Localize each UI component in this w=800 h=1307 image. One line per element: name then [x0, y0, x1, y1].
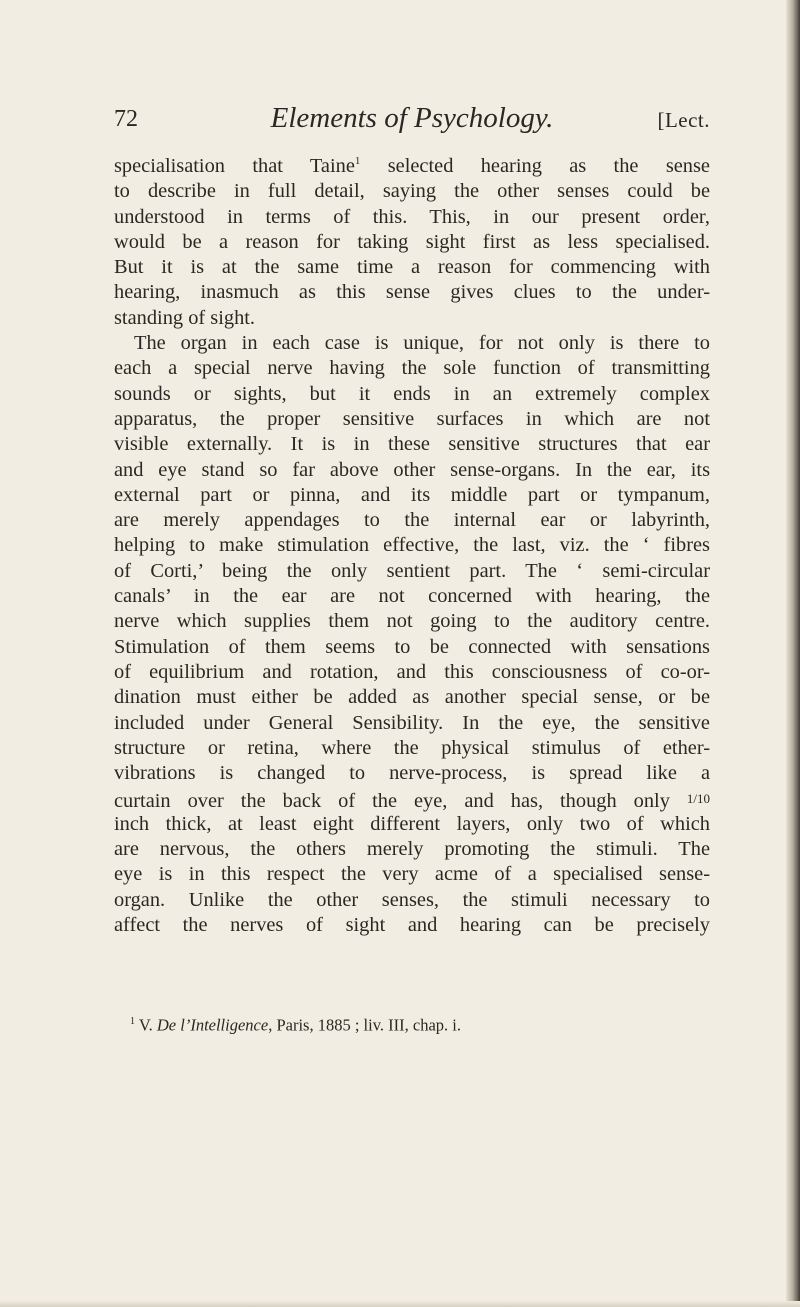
- section-reference: [Lect.: [657, 108, 710, 132]
- footnote-prefix: V.: [138, 1015, 153, 1035]
- text-line: hearing, inasmuch as this sense gives clues to the under-: [114, 281, 710, 304]
- text-line: organ. Unlike the other senses, the stimuli necessary to: [114, 888, 710, 911]
- running-title: Elements of Psychology.: [270, 102, 554, 134]
- text-line: eye is in this respect the very acme of a specialised sense-: [114, 863, 710, 886]
- paragraph-start-line: The organ in each case is unique, for not only is there to: [134, 332, 710, 355]
- text-line: sounds or sights, but it ends in an extremely complex: [114, 382, 710, 405]
- footnote-title: De l’Intelligence: [156, 1015, 269, 1035]
- text-line: included under General Sensibility. In the eye, the sensitive: [114, 711, 710, 734]
- page-bottom-edge: [0, 1301, 800, 1307]
- text-line: canals’ in the ear are not concerned with hearing, the: [114, 585, 710, 608]
- text-line: visible externally. It is in these sensitive structures that ear: [114, 433, 710, 456]
- page-edge-shadow: [786, 0, 800, 1307]
- footnote-number: 1: [130, 1016, 135, 1027]
- fraction: 1/10: [686, 791, 710, 807]
- text-line: vibrations is changed to nerve-process, is spread like a: [114, 762, 710, 785]
- footnote: [130, 1012, 710, 1036]
- text-line: inch thick, at least eight different layers, only two of which: [114, 812, 710, 835]
- text-line: But it is at the same time a reason for commencing with: [114, 256, 710, 279]
- text-line: structure or retina, where the physical stimulus of ether-: [114, 736, 710, 759]
- body-text: [114, 154, 710, 938]
- text-line: standing of sight.: [114, 306, 256, 329]
- text-line: each a special nerve having the sole function of transmitting: [114, 357, 710, 380]
- text-line: are merely appendages to the internal ear or labyrinth,: [114, 509, 710, 532]
- text-line: external part or pinna, and its middle part or tympanum,: [114, 483, 710, 506]
- text-line: of equilibrium and rotation, and this consciousness of co-or-: [114, 660, 710, 683]
- text-line: would be a reason for taking sight first as less specialised.: [114, 230, 710, 253]
- text-line: curtain over the back of the eye, and has, though only 1/10: [114, 790, 710, 813]
- text-line: nerve which supplies them not going to the auditory centre.: [114, 610, 710, 633]
- text-line: and eye stand so far above other sense-organs. In the ear, its: [114, 458, 710, 481]
- text-line: of Corti,’ being the only sentient part. The ‘ semi-circular: [114, 559, 710, 582]
- text-line: dination must either be added as another special sense, or be: [114, 686, 710, 709]
- running-header: [114, 104, 710, 144]
- text-line: affect the nerves of sight and hearing can be precisely: [114, 913, 710, 936]
- footnote-marker: 1: [354, 155, 361, 167]
- page-number: 72: [114, 106, 138, 132]
- text-line: specialisation that Taine$^1$ selected hearing as the sense: [114, 155, 710, 177]
- footnote-rest: , Paris, 1885 ; liv. III, chap. i.: [268, 1015, 461, 1035]
- text-line: apparatus, the proper sensitive surfaces in which are not: [114, 407, 710, 430]
- text-line: understood in terms of this. This, in our present order,: [114, 205, 710, 228]
- text-line: are nervous, the others merely promoting the stimuli. The: [114, 838, 710, 861]
- text-line: to describe in full detail, saying the other senses could be: [114, 180, 710, 203]
- text-line: helping to make stimulation effective, the last, viz. the ‘ fibres: [114, 534, 710, 557]
- text-line: Stimulation of them seems to be connected with sensations: [114, 635, 710, 658]
